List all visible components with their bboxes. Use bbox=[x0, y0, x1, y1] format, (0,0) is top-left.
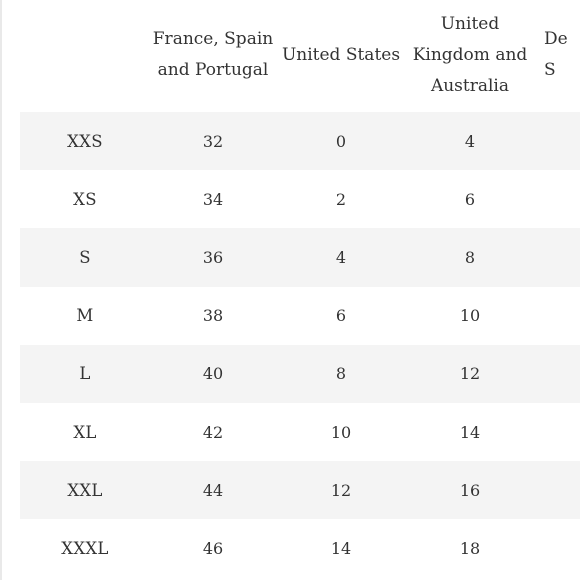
size-us: 14 bbox=[330, 538, 352, 558]
left-border bbox=[0, 0, 2, 580]
size-label: S bbox=[79, 247, 91, 267]
size-truncated bbox=[534, 461, 580, 519]
table-row bbox=[20, 461, 580, 519]
size-label: XXL bbox=[67, 480, 103, 500]
size-uk: 4 bbox=[464, 131, 476, 151]
table-row bbox=[20, 287, 580, 345]
size-us: 6 bbox=[335, 306, 347, 326]
size-eu: 46 bbox=[202, 538, 224, 558]
size-label: XL bbox=[73, 422, 97, 442]
size-label: XXXL bbox=[61, 538, 109, 558]
size-uk: 16 bbox=[459, 480, 481, 500]
size-us: 4 bbox=[335, 247, 347, 267]
size-us: 10 bbox=[330, 422, 352, 442]
size-truncated bbox=[534, 345, 580, 403]
size-label: XXS bbox=[67, 131, 103, 151]
size-uk: 6 bbox=[464, 189, 476, 209]
size-us: 2 bbox=[335, 189, 347, 209]
size-us: 8 bbox=[335, 364, 347, 384]
size-truncated bbox=[534, 228, 580, 286]
size-truncated bbox=[534, 403, 580, 461]
header-france-spain-portugal: France, Spain and Portugal bbox=[152, 29, 274, 80]
size-label: M bbox=[76, 306, 94, 326]
table-row bbox=[20, 170, 580, 228]
size-us: 12 bbox=[330, 480, 352, 500]
size-eu: 44 bbox=[202, 480, 224, 500]
header-truncated: De S bbox=[544, 29, 568, 80]
table-row bbox=[20, 345, 580, 403]
size-us: 0 bbox=[335, 131, 347, 151]
table-row bbox=[20, 519, 580, 577]
size-label: XS bbox=[73, 189, 97, 209]
size-eu: 40 bbox=[202, 364, 224, 384]
header-united-states: United States bbox=[281, 44, 401, 65]
table-row bbox=[20, 228, 580, 286]
table-row bbox=[20, 403, 580, 461]
size-uk: 8 bbox=[464, 247, 476, 267]
table-row bbox=[20, 112, 580, 170]
size-truncated bbox=[534, 287, 580, 345]
table-header bbox=[20, 0, 580, 110]
size-eu: 38 bbox=[202, 306, 224, 326]
header-size bbox=[20, 0, 150, 110]
size-uk: 18 bbox=[459, 538, 481, 558]
size-uk: 14 bbox=[459, 422, 481, 442]
header-uk-australia: United Kingdom and Australia bbox=[412, 13, 528, 96]
size-eu: 42 bbox=[202, 422, 224, 442]
size-eu: 34 bbox=[202, 189, 224, 209]
size-eu: 32 bbox=[202, 131, 224, 151]
size-truncated bbox=[534, 519, 580, 577]
size-eu: 36 bbox=[202, 247, 224, 267]
size-uk: 10 bbox=[459, 306, 481, 326]
size-label: L bbox=[79, 364, 91, 384]
size-uk: 12 bbox=[459, 364, 481, 384]
table-body bbox=[20, 112, 580, 578]
size-truncated bbox=[534, 112, 580, 170]
size-truncated bbox=[534, 170, 580, 228]
